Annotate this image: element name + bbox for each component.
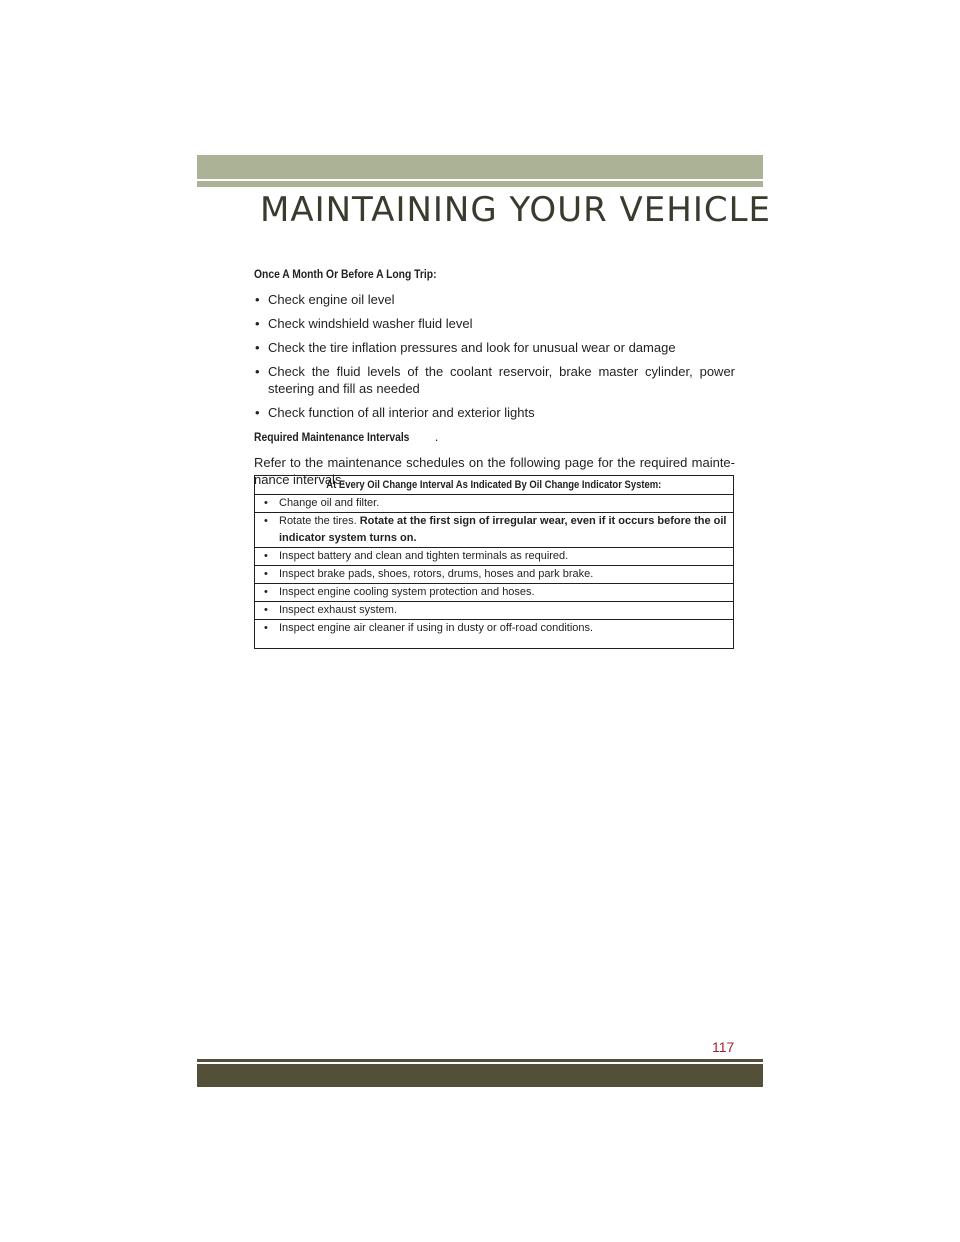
bullet-glyph: •: [255, 292, 260, 307]
bullet-glyph: •: [255, 405, 260, 420]
table-row: • Inspect battery and clean and tighten terminals as required.: [255, 548, 733, 566]
required-text: Refer to the maintenance schedules on the following page for the required mainte-nance intervals.: [254, 455, 735, 487]
list-item: • Check engine oil level: [255, 292, 395, 307]
bullet-glyph: •: [264, 497, 268, 509]
bullet-glyph: •: [264, 515, 268, 527]
table-row: • Rotate the tires. Rotate at the first sign of irregular wear, even if it occurs before the oil indicator system turns on.: [255, 513, 733, 548]
bullet-glyph: •: [255, 316, 260, 331]
list-item: • Check the tire inflation pressures and look for unusual wear or damage: [255, 340, 676, 355]
header-rule: [197, 181, 763, 187]
bullet-glyph: •: [264, 586, 268, 598]
bullet-glyph: •: [264, 622, 268, 634]
monthly-checklist: [254, 291, 735, 421]
page-number: 117: [712, 1039, 735, 1055]
table-row: • Inspect engine air cleaner if using in dusty or off-road conditions.: [255, 620, 733, 648]
table-row: • Inspect engine cooling system protection and hoses.: [255, 584, 733, 602]
table-row: • Inspect brake pads, shoes, rotors, drums, hoses and park brake.: [255, 566, 733, 584]
table-row: • Inspect exhaust system.: [255, 602, 733, 620]
bullet-glyph: •: [264, 604, 268, 616]
bullet-glyph: •: [264, 568, 268, 580]
monthly-heading: Once A Month Or Before A Long Trip:: [254, 267, 437, 281]
footer-rule: [197, 1059, 763, 1062]
required-heading: Required Maintenance Intervals .: [254, 429, 439, 444]
table-row: • Change oil and filter.: [255, 495, 733, 513]
bullet-glyph: •: [255, 364, 260, 379]
list-item: • Check the fluid levels of the coolant reservoir, brake master cylinder, power steering and fill as needed: [255, 364, 735, 396]
list-item: • Check function of all interior and exterior lights: [255, 405, 535, 420]
table-header: At Every Oil Change Interval As Indicated By Oil Change Indicator System:: [255, 476, 733, 495]
section-title: MAINTAINING YOUR VEHICLE: [260, 190, 772, 230]
header-band: [197, 155, 763, 179]
oil-change-table: [254, 475, 734, 649]
bullet-glyph: •: [264, 550, 268, 562]
footer-band: [197, 1064, 763, 1087]
page-body: [254, 266, 735, 496]
list-item: • Check windshield washer fluid level: [255, 316, 473, 331]
bullet-glyph: •: [255, 340, 260, 355]
